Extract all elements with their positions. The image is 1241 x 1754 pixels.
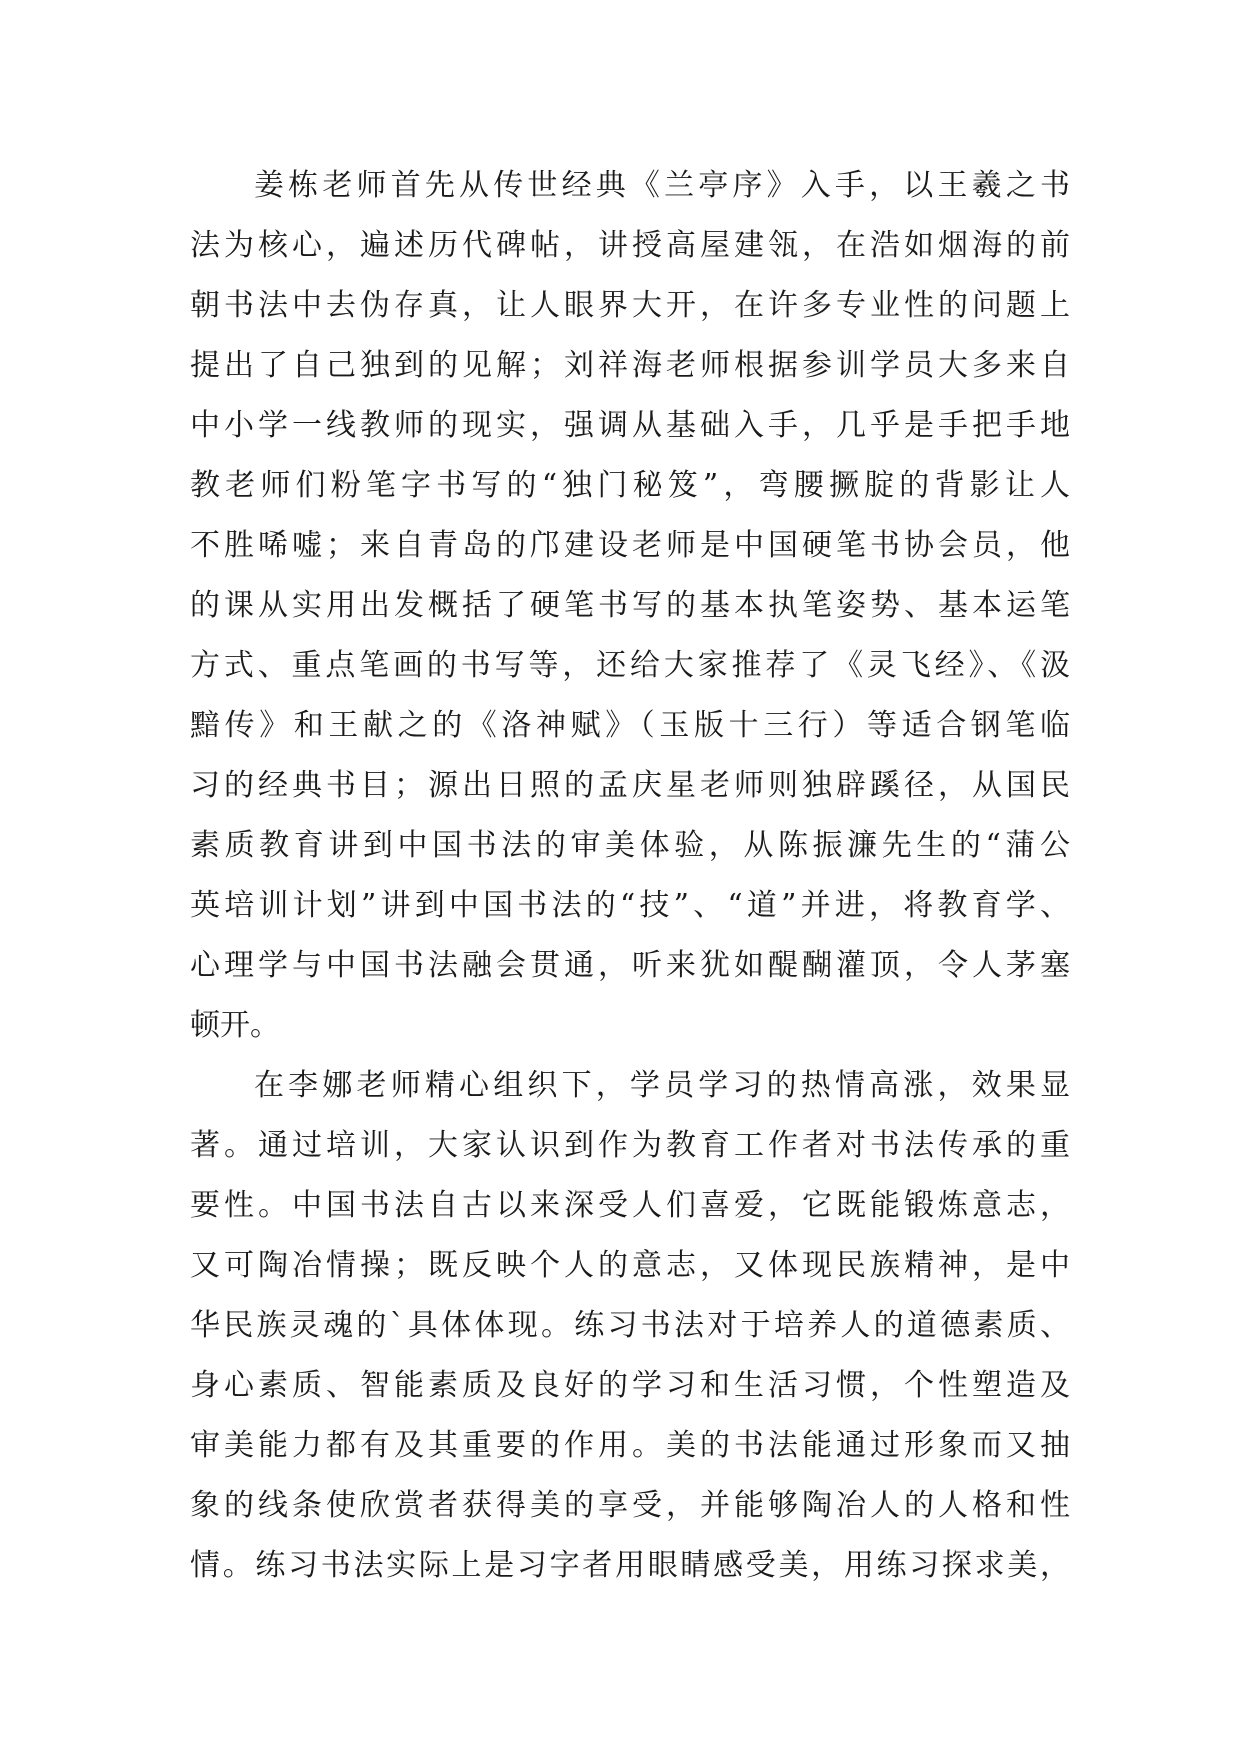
text-line: 审美能力都有及其重要的作用。美的书法能通过形象而又抽 — [190, 1428, 1070, 1463]
text-line: 情。练习书法实际上是习字者用眼睛感受美，用练习探求美， — [190, 1548, 1070, 1583]
text-line: 象的线条使欣赏者获得美的享受，并能够陶冶人的人格和性 — [190, 1488, 1070, 1523]
text-line: 姜栋老师首先从传世经典《兰亭序》入手，以王羲之书 — [254, 168, 1070, 203]
text-line: 提出了自己独到的见解；刘祥海老师根据参训学员大多来自 — [190, 348, 1070, 383]
text-line: 素质教育讲到中国书法的审美体验，从陈振濂先生的“蒲公 — [190, 828, 1070, 863]
text-line: 教老师们粉笔字书写的“独门秘笈”，弯腰撅腚的背影让人 — [190, 468, 1070, 503]
text-line: 著。通过培训，大家认识到作为教育工作者对书法传承的重 — [190, 1128, 1070, 1163]
text-line: 在李娜老师精心组织下，学员学习的热情高涨，效果显 — [254, 1068, 1070, 1103]
text-line: 的课从实用出发概括了硬笔书写的基本执笔姿势、基本运笔 — [190, 588, 1070, 623]
text-line: 顿开。 — [190, 1008, 280, 1043]
text-line: 身心素质、智能素质及良好的学习和生活习惯，个性塑造及 — [190, 1368, 1070, 1403]
text-line: 方式、重点笔画的书写等，还给大家推荐了《灵飞经》、《汲 — [190, 648, 1070, 683]
text-line: 英培训计划”讲到中国书法的“技”、“道”并进，将教育学、 — [190, 888, 1070, 923]
text-line: 中小学一线教师的现实，强调从基础入手，几乎是手把手地 — [190, 408, 1070, 443]
text-line: 法为核心，遍述历代碑帖，讲授高屋建瓴，在浩如烟海的前 — [190, 228, 1070, 263]
document-body — [190, 156, 1070, 1596]
paragraph-teachers — [190, 156, 1070, 1056]
paragraph-training-results — [190, 1056, 1070, 1596]
text-line: 朝书法中去伪存真，让人眼界大开，在许多专业性的问题上 — [190, 288, 1070, 323]
text-line: 习的经典书目；源出日照的孟庆星老师则独辟蹊径，从国民 — [190, 768, 1070, 803]
text-line: 又可陶冶情操；既反映个人的意志，又体现民族精神，是中 — [190, 1248, 1070, 1283]
text-line: 华民族灵魂的`具体体现。练习书法对于培养人的道德素质、 — [190, 1308, 1070, 1343]
text-line: 不胜唏嘘；来自青岛的邝建设老师是中国硬笔书协会员，他 — [190, 528, 1070, 563]
text-line: 黯传》和王献之的《洛神赋》（玉版十三行）等适合钢笔临 — [190, 708, 1070, 743]
text-line: 心理学与中国书法融会贯通，听来犹如醍醐灌顶，令人茅塞 — [190, 948, 1070, 983]
text-line: 要性。中国书法自古以来深受人们喜爱，它既能锻炼意志， — [190, 1188, 1070, 1223]
